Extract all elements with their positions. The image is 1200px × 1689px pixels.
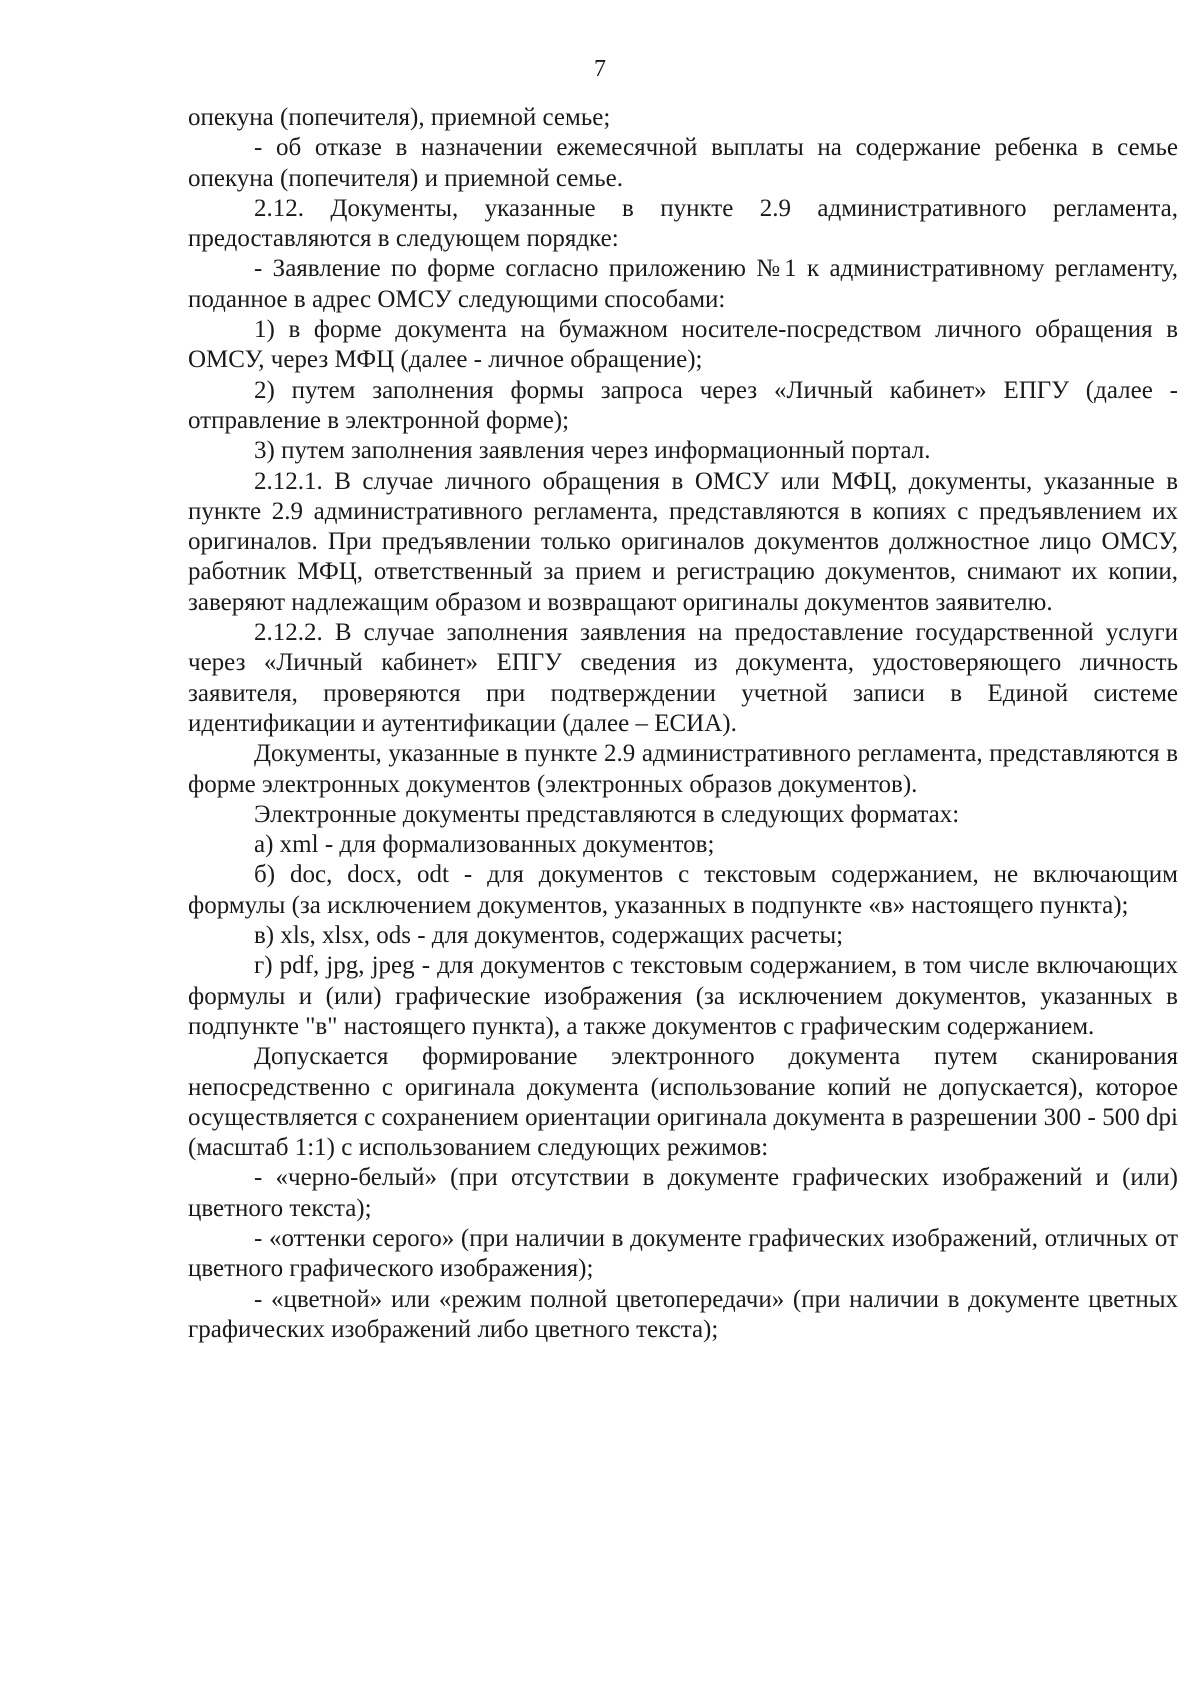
paragraph: б) doc, docx, odt - для документов с текстовым содержанием, не включающим формулы (за исключением документов, указанных в подпункте «в» настоящего пункта); [188, 861, 1178, 919]
paragraph: - Заявление по форме согласно приложению №1 к административному регламенту, поданное в адрес ОМСУ следующими способами: [188, 255, 1178, 313]
paragraph: 2.12.1. В случае личного обращения в ОМСУ или МФЦ, документы, указанные в пункте 2.9 административного регламента, представляются в копиях с предъявлением их оригиналов. При предъявлении только оригиналов документов должностное лицо ОМСУ, работник МФЦ, ответственный за прием и регистрацию документов, снимают их копии, заверяют надлежащим образом и возвращают оригиналы документов заявителю. [188, 467, 1178, 616]
paragraph: - «оттенки серого» (при наличии в документе графических изображений, отличных от цветного графического изображения); [188, 1224, 1178, 1283]
paragraph: - «черно-белый» (при отсутствии в документе графических изображений и (или) цветного текста); [188, 1164, 1178, 1222]
paragraph: 1) в форме документа на бумажном носителе-посредством личного обращения в ОМСУ, через МФЦ (далее - личное обращение); [188, 316, 1178, 374]
paragraph: г) pdf, jpg, jpeg - для документов с текстовым содержанием, в том числе включающих формулы и (или) графические изображения (за исключением документов, указанных в подпункте "в" настоящего пункта), а также документов с графическим содержанием. [188, 952, 1178, 1040]
page-number: 7 [594, 56, 606, 82]
paragraph: - «цветной» или «режим полной цветопередачи» (при наличии в документе цветных графических изображений либо цветного текста); [188, 1285, 1178, 1343]
paragraph: в) xls, xlsx, ods - для документов, содержащих расчеты; [254, 922, 844, 950]
document-body [188, 103, 1178, 1345]
paragraph: 3) путем заполнения заявления через информационный портал. [254, 437, 931, 465]
paragraph: 2.12.2. В случае заполнения заявления на предоставление государственной услуги через «Личный кабинет» ЕПГУ сведения из документа, удостоверяющего личность заявителя, проверяются при подтверждении учетной записи в Единой системе идентификации и аутентификации (далее – ЕСИА). [188, 619, 1178, 737]
paragraph: Электронные документы представляются в следующих форматах: [254, 800, 960, 828]
paragraph: - об отказе в назначении ежемесячной выплаты на содержание ребенка в семье опекуна (попечителя) и приемной семье. [188, 134, 1178, 192]
paragraph: опекуна (попечителя), приемной семье; [188, 104, 611, 131]
paragraph: Документы, указанные в пункте 2.9 административного регламента, представляются в форме электронных документов (электронных образов документов). [188, 740, 1178, 798]
paragraph: а) xml - для формализованных документов; [254, 831, 715, 859]
paragraph: 2) путем заполнения формы запроса через «Личный кабинет» ЕПГУ (далее - отправление в электронной форме); [188, 376, 1178, 434]
paragraph: Допускается формирование электронного документа путем сканирования непосредственно с оригинала документа (использование копий не допускается), которое осуществляется с сохранением ориентации оригинала документа в разрешении 300 - 500 dpi (масштаб 1:1) с использованием следующих режимов: [188, 1043, 1178, 1162]
paragraph: 2.12. Документы, указанные в пункте 2.9 административного регламента, предоставляются в следующем порядке: [188, 194, 1178, 253]
